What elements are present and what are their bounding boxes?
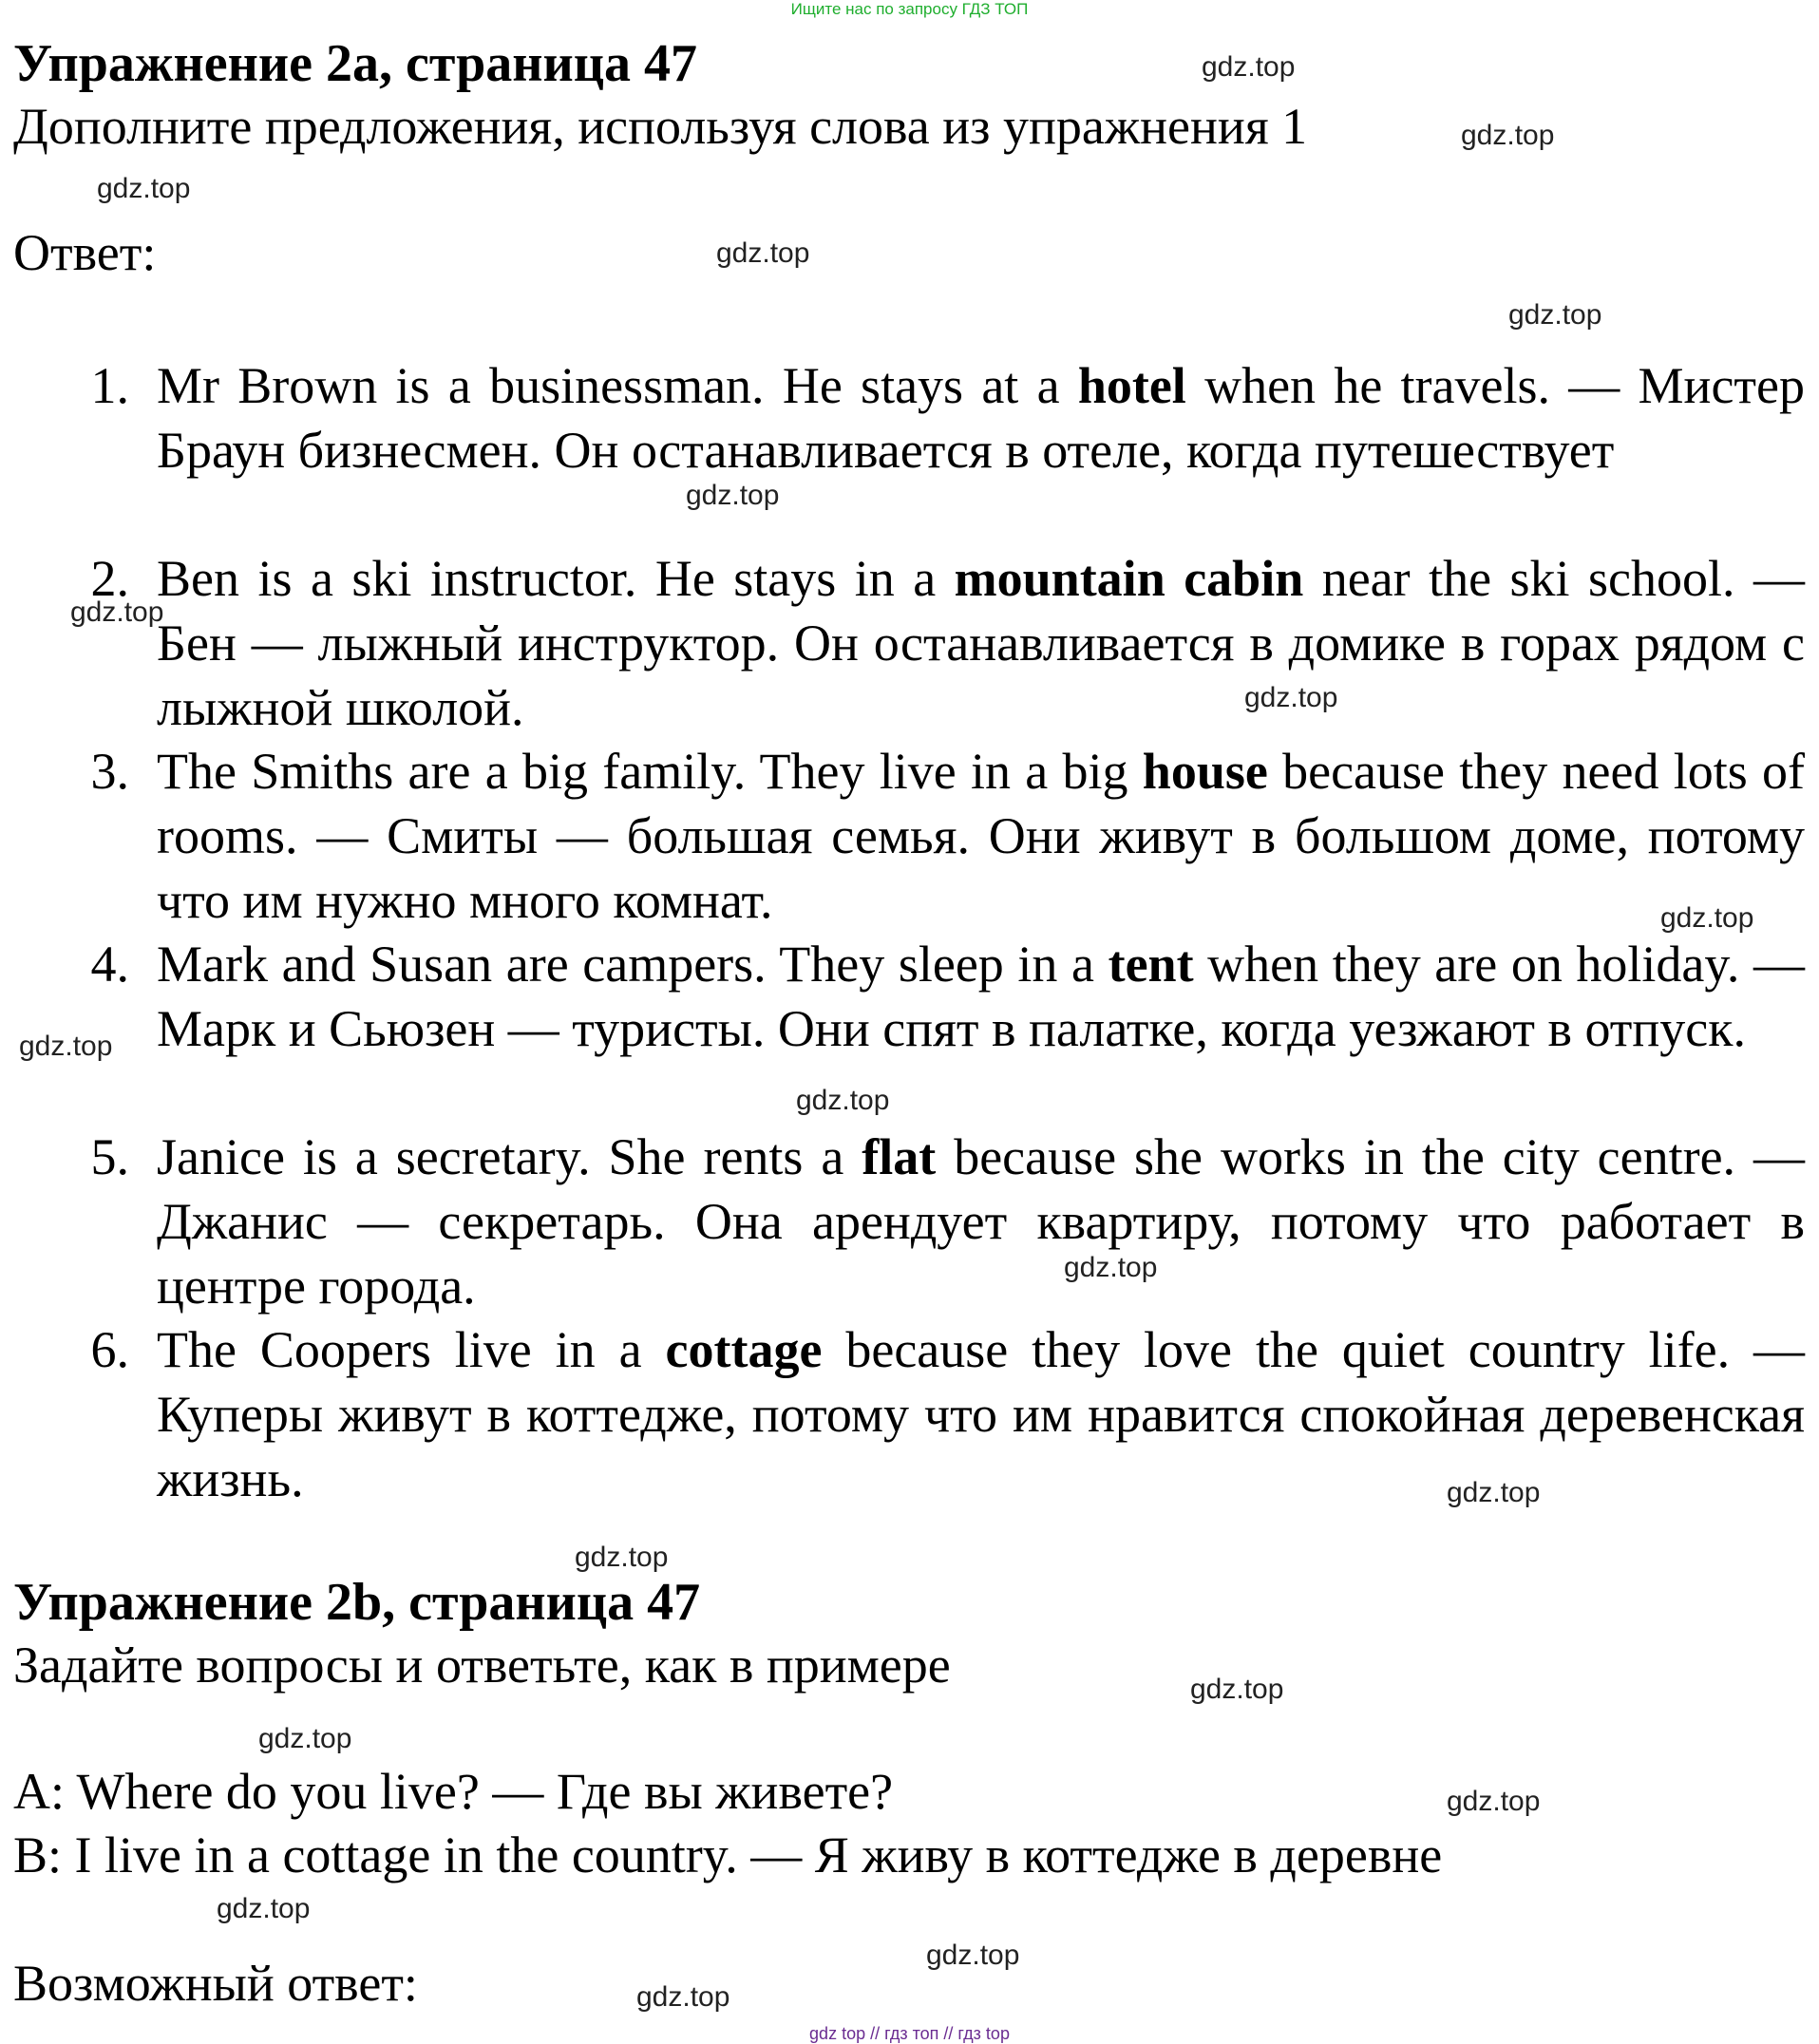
exercise-2b-title: Упражнение 2b, страница 47 bbox=[13, 1573, 701, 1632]
item-text: Mr Brown is a businessman. He stays at a hotel when he travels. — Мистер Браун бизнесмен. Он останавливается в отеле, когда путешествует bbox=[157, 357, 1805, 479]
possible-answer-label: Возможный ответ: bbox=[13, 1955, 418, 2012]
item-text: Janice is a secretary. She rents a flat because she works in the city centre. — Джанис — секретарь. Она арендует квартиру, потому что работает в центре города. bbox=[157, 1128, 1805, 1315]
watermark: gdz.top bbox=[97, 173, 191, 204]
watermark: gdz.top bbox=[1447, 1786, 1541, 1817]
item-number: 6. bbox=[90, 1321, 129, 1378]
watermark: gdz.top bbox=[1190, 1674, 1284, 1705]
item-number: 5. bbox=[90, 1128, 129, 1185]
watermark: gdz.top bbox=[217, 1893, 311, 1924]
item-number: 2. bbox=[90, 550, 129, 607]
watermark: gdz.top bbox=[796, 1085, 890, 1116]
exercise-2b-task: Задайте вопросы и ответьте, как в примере bbox=[13, 1637, 951, 1694]
footer-watermark: gdz top // гдз топ // гдз top bbox=[809, 2024, 1010, 2043]
watermark: gdz.top bbox=[926, 1940, 1020, 1971]
watermark: gdz.top bbox=[1447, 1477, 1541, 1508]
example-line-a: A: Where do you live? — Где вы живете? bbox=[13, 1763, 894, 1820]
item-text: Mark and Susan are campers. They sleep in a tent when they are on holiday. — Марк и Сьюзен — туристы. Они спят в палатке, когда уезжают в отпуск. bbox=[157, 936, 1805, 1057]
top-search-note: Ищите нас по запросу ГДЗ ТОП bbox=[790, 0, 1029, 18]
item-number: 3. bbox=[90, 743, 129, 800]
watermark: gdz.top bbox=[1244, 682, 1338, 713]
watermark: gdz.top bbox=[1202, 51, 1296, 83]
watermark: gdz.top bbox=[716, 237, 810, 269]
example-line-b: B: I live in a cottage in the country. — Я живу в коттедже в деревне bbox=[13, 1826, 1443, 1883]
watermark: gdz.top bbox=[70, 596, 164, 628]
exercise-2a-title: Упражнение 2a, страница 47 bbox=[13, 34, 698, 93]
watermark: gdz.top bbox=[686, 480, 780, 511]
item-text: The Smiths are a big family. They live in a big house because they need lots of rooms. — Смиты — большая семья. Они живут в большом доме, потому что им нужно много комнат. bbox=[157, 743, 1806, 929]
watermark: gdz.top bbox=[636, 1981, 730, 2013]
exercise-2a-task: Дополните предложения, используя слова из упражнения 1 bbox=[13, 98, 1308, 155]
watermark: gdz.top bbox=[1064, 1252, 1158, 1283]
watermark: gdz.top bbox=[1660, 902, 1754, 934]
watermark: gdz.top bbox=[575, 1542, 669, 1573]
watermark: gdz.top bbox=[1508, 299, 1602, 331]
answer-label: Ответ: bbox=[13, 224, 157, 281]
watermark: gdz.top bbox=[1461, 120, 1555, 151]
item-number: 4. bbox=[90, 936, 129, 993]
item-text: Ben is a ski instructor. He stays in a mountain cabin near the ski school. — Бен — лыжный инструктор. Он останавливается в домике в горах рядом с лыжной школой. bbox=[157, 550, 1805, 736]
item-text: The Coopers live in a cottage because they love the quiet country life. — Куперы живут в коттедже, потому что им нравится спокойная деревенская жизнь. bbox=[157, 1321, 1805, 1507]
watermark: gdz.top bbox=[19, 1031, 113, 1062]
watermark: gdz.top bbox=[258, 1723, 352, 1754]
item-number: 1. bbox=[90, 357, 129, 414]
